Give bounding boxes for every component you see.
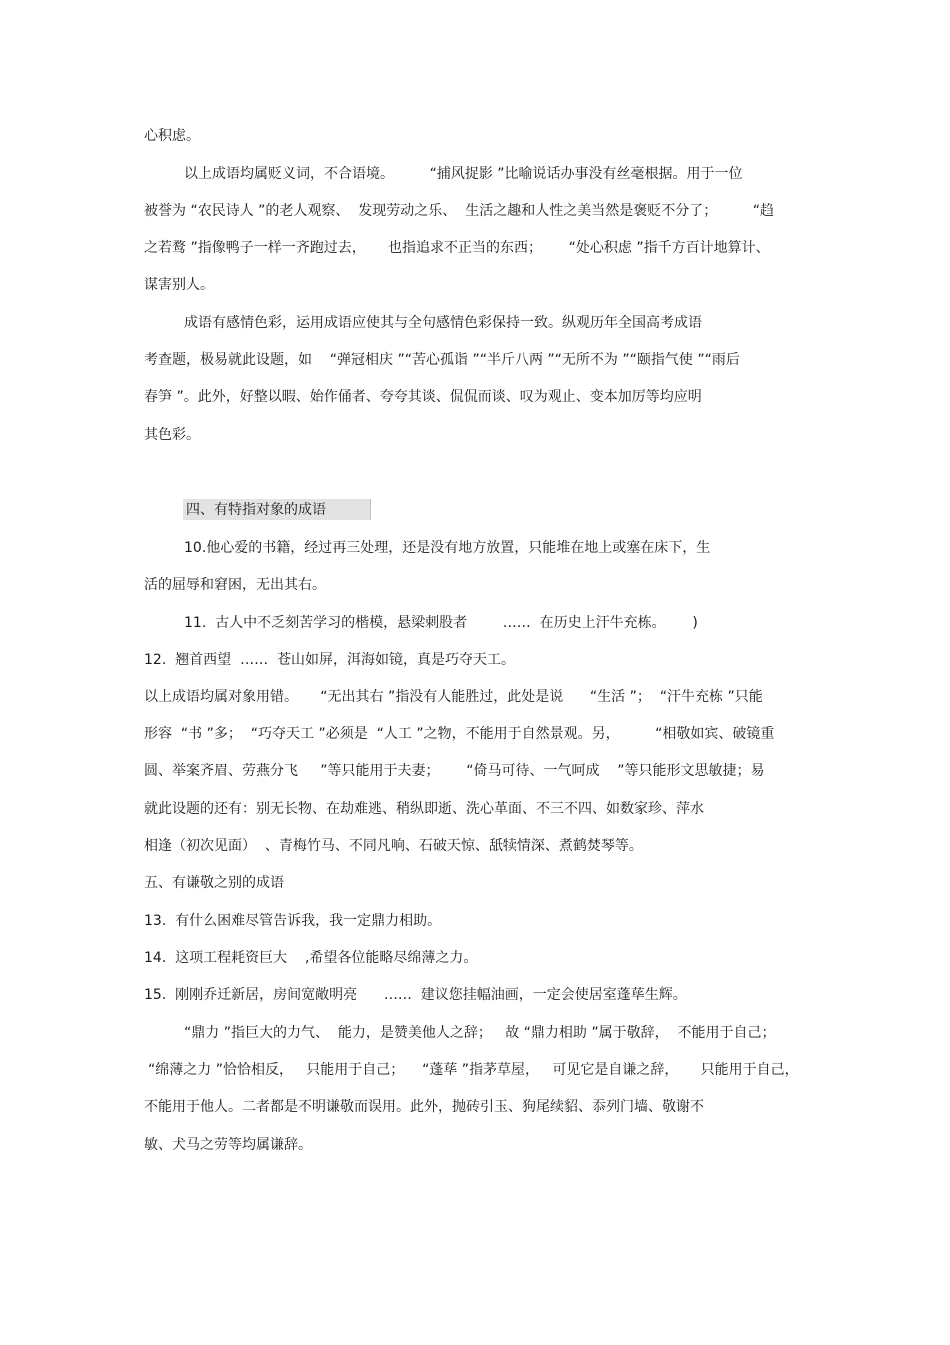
text-line-22: 14. 这项工程耗资巨大 ,希望各位能略尽绵薄之力。 (144, 950, 478, 966)
text-line-6: 成语有感情色彩，运用成语应使其与全句感情色彩保持一致。纵观历年全国高考成语 (184, 315, 702, 331)
text-line-16: 形容 “书 ”多； “巧夺天工 ”必须是 “人工 ”之物，不能用于自然景观。另， “相敬如宾、破镜重 (144, 726, 775, 742)
text-line-15: 以上成语均属对象用错。 “无出其右 ”指没有人能胜过，此处是说 “生活 ”； “汗牛充栋 ”只能 (144, 689, 763, 705)
text-line-18: 就此设题的还有：别无长物、在劫难逃、稍纵即逝、洗心革面、不三不四、如数家珍、萍水 (144, 801, 704, 817)
text-line-4: 之若鹜 ”指像鸭子一样一齐跑过去， 也指追求不正当的东西； “处心积虑 ”指千方百计地算计、 (144, 240, 770, 256)
text-line-14: 12. 翘首西望 …… 苍山如屏，洱海如镜，真是巧夺天工。 (144, 652, 515, 668)
text-line-11: 10.他心爱的书籍，经过再三处理，还是没有地方放置，只能堆在地上或塞在床下，生 (184, 540, 711, 556)
text-line-7: 考查题，极易就此设题，如 “弹冠相庆 ”“苦心孤诣 ”“半斤八两 ”“无所不为 ”“颐指气使 ”“雨后 (144, 352, 740, 368)
text-line-5: 谋害别人。 (144, 277, 214, 293)
text-line-8: 春笋 ”。此外，好整以暇、始作俑者、夸夸其谈、侃侃而谈、叹为观止、变本加厉等均应明 (144, 389, 702, 405)
text-line-25: “绵薄之力 ”恰恰相反， 只能用于自己； “蓬荜 ”指茅草屋， 可见它是自谦之辞， 只能用于自己， (148, 1062, 799, 1078)
text-line-12: 活的屈辱和窘困，无出其右。 (144, 577, 326, 593)
text-line-1: 心积虑。 (144, 128, 200, 144)
text-line-27: 敏、犬马之劳等均属谦辞。 (144, 1137, 312, 1153)
text-line-3: 被誉为 “农民诗人 ”的老人观察、 发现劳动之乐、 生活之趣和人性之美当然是褒贬不分了； “趋 (144, 203, 775, 219)
text-line-13: 11. 古人中不乏刻苦学习的楷模，悬梁刺股者 …… 在历史上汗牛充栋。 ) (184, 615, 698, 631)
section-heading-5: 五、有谦敬之别的成语 (144, 875, 284, 891)
text-line-9: 其色彩。 (144, 427, 200, 443)
text-line-2: 以上成语均属贬义词，不合语境。 “捕风捉影 ”比喻说话办事没有丝毫根据。用于一位 (184, 166, 743, 182)
text-line-26: 不能用于他人。二者都是不明谦敬而误用。此外，抛砖引玉、狗尾续貂、忝列门墙、敬谢不 (144, 1099, 704, 1115)
text-line-19: 相逢（初次见面） 、青梅竹马、不同凡响、石破天惊、舐犊情深、煮鹤焚琴等。 (144, 838, 643, 854)
text-line-17: 圆、举案齐眉、劳燕分飞 ”等只能用于夫妻； “倚马可待、一气呵成 ”等只能形文思敏捷；易 (144, 763, 765, 779)
text-line-24: “鼎力 ”指巨大的力气、 能力，是赞美他人之辞； 故 “鼎力相助 ”属于敬辞， 不能用于自己； (184, 1025, 776, 1041)
text-line-23: 15. 刚刚乔迁新居，房间宽敞明亮 …… 建议您挂幅油画，一定会使居室蓬荜生辉。 (144, 987, 687, 1003)
text-line-21: 13. 有什么困难尽管告诉我，我一定鼎力相助。 (144, 913, 442, 929)
section-heading-4: 四、有特指对象的成语 (186, 502, 326, 518)
